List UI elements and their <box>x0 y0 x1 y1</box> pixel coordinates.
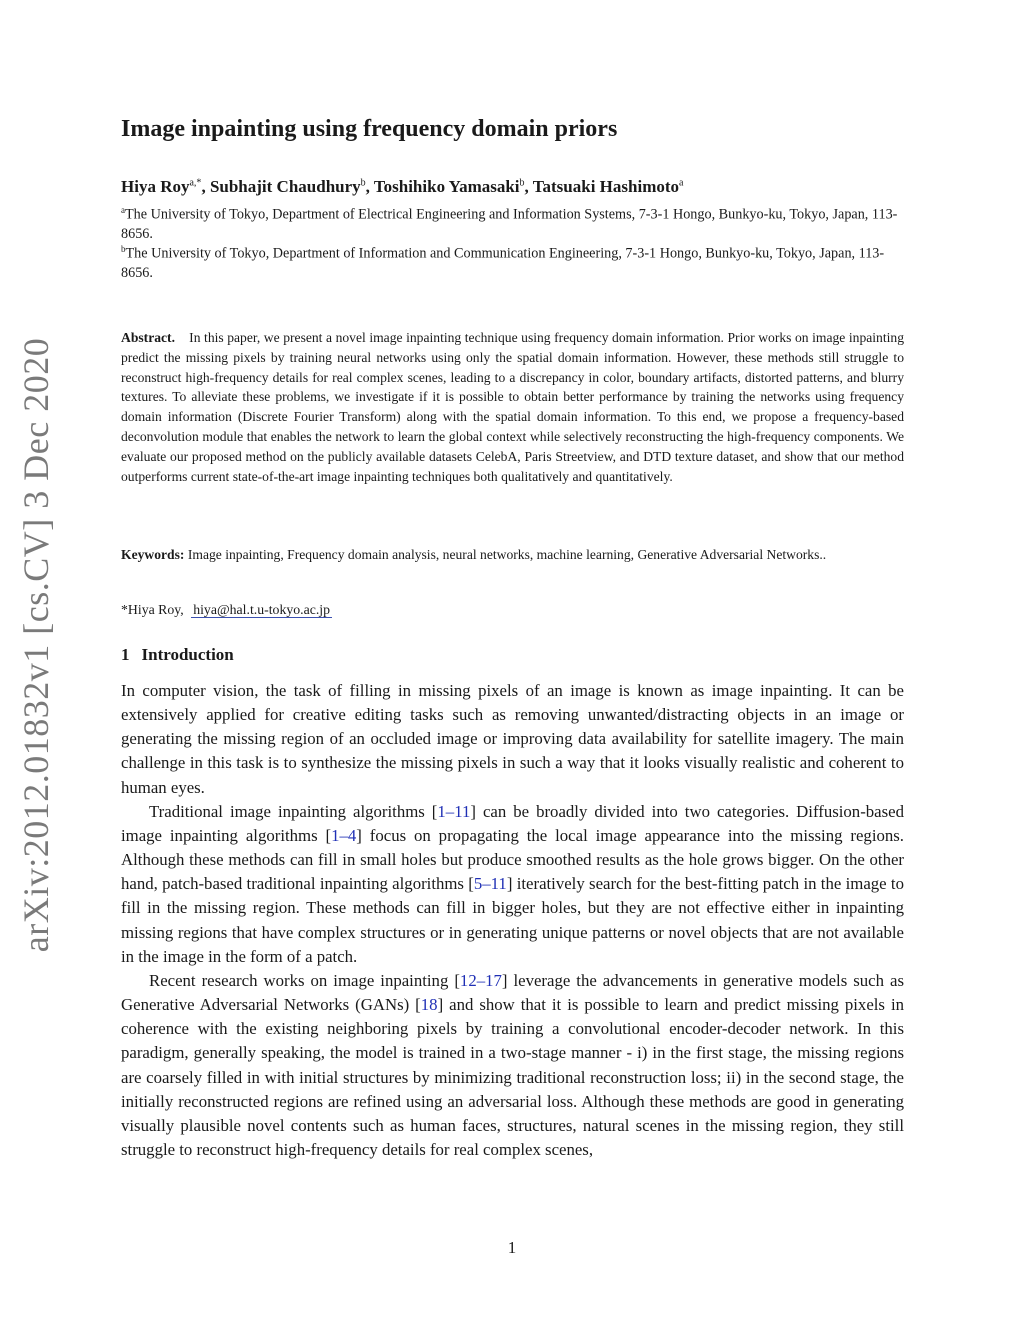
affiliation-text: The University of Tokyo, Department of Electrical Engineering and Information Systems, 7-3-1 Hongo, Bunkyo-ku, Tokyo, Japan, 113-8656. <box>121 206 898 243</box>
abstract-label: Abstract. <box>121 330 175 345</box>
paragraph-text: ] can be broadly divided into two categories. Diffusion-based image inpainting algorithms [ <box>121 801 904 845</box>
citation-link[interactable]: 11 <box>454 801 471 821</box>
section-heading <box>121 645 234 665</box>
citation-link[interactable]: 1 <box>331 825 340 845</box>
paragraph-text: ] leverage the advancements in generative models such as Generative Adversarial Networks (GANs) [ <box>121 970 904 1015</box>
paragraph-text: ] and show that it is possible to learn and predict missing pixels in coherence with the existing neighboring pixels by training a convolutional encoder-decoder network. In this paradigm, generally speaking, the model is trained in a two-stage manner - i) in the first stage, the missing regions are coarsely filled in with initial structures by minimizing traditional reconstruction loss; ii) in the second stage, the initially reconstructed regions are refined using an adversarial loss. Although these methods are good in generating visually plausible novel contents such as human faces, structures, natural scenes in the missing region, they still struggle to reconstruct high-frequency details for real complex scenes, <box>121 995 904 1159</box>
section-number: 1 <box>121 645 130 664</box>
affiliation-a <box>121 201 911 245</box>
paragraph-text: Recent research works on image inpainting [ <box>149 970 460 990</box>
keywords-text: Image inpainting, Frequency domain analysis, neural networks, machine learning, Generative Adversarial Networks.. <box>187 547 827 562</box>
paragraph-text: Traditional image inpainting algorithms [ <box>149 801 438 821</box>
author-name: Tatsuaki Hashimoto <box>532 177 680 196</box>
citation-link[interactable]: 5 <box>473 874 483 894</box>
citation-link[interactable]: 4 <box>347 825 357 845</box>
citation-link[interactable]: 18 <box>420 995 438 1015</box>
page-number: 1 <box>507 1238 517 1257</box>
citation-range-dash: – <box>445 801 455 821</box>
paragraph-text: ] iteratively search for the best-fitting patch in the image to fill in the missing region. These methods can fill in bigger holes, but they are not effective either in inpainting missing regions that have complex structures or in generating unique patterns or novel objects that are not available in the image in the form of a patch. <box>121 874 904 966</box>
citation-range-dash: – <box>476 970 486 990</box>
author-name: Subhajit Chaudhury <box>209 177 361 196</box>
section-title: Introduction <box>141 645 234 664</box>
corresponding-author-label: *Hiya Roy, <box>121 602 184 617</box>
citation-link[interactable]: 11 <box>490 874 507 894</box>
arxiv-identifier-text: arXiv:2012.01832v1 [cs.CV] 3 Dec 2020 <box>16 337 56 953</box>
citation-link[interactable]: 1 <box>437 801 446 821</box>
citation-range-dash: – <box>482 874 491 894</box>
author-affiliation-mark: b <box>360 177 366 189</box>
affiliation-b <box>121 240 911 284</box>
paragraph <box>121 969 904 1162</box>
body-text <box>121 679 904 1162</box>
citation-range-dash: – <box>339 825 348 845</box>
author-affiliation-mark: a <box>679 177 684 189</box>
arxiv-identifier <box>14 337 58 953</box>
abstract <box>121 328 904 486</box>
abstract-text: In this paper, we present a novel image inpainting technique using frequency domain information. Prior works on image inpainting predict the missing pixels by training neural networks using only the spatial domain information. However, these methods still struggle to reconstruct high-frequency details for real complex scenes, leading to a discrepancy in color, boundary artifacts, distorted patterns, and blurry textures. To alleviate these problems, we investigate if it is possible to obtain better performance by training the networks using frequency domain information (Discrete Fourier Transform) along with the spatial domain information. To this end, we propose a frequency-based deconvolution module that enables the network to learn the global context while selectively reconstructing the high-frequency components. We evaluate our proposed method on the publicly available datasets CelebA, Paris Streetview, and DTD texture dataset, and show that our method outperforms current state-of-the-art image inpainting techniques both qualitatively and quantitatively. <box>121 330 905 484</box>
corresponding-author <box>121 602 332 618</box>
author-list: Hiya Roy$^{a,*}$, Subhajit Chaudhury$^b$, Toshihiko Yamasaki$^b$, Tatsuaki Hashimoto$^a$ <box>121 177 684 196</box>
keywords-label: Keywords: <box>121 547 185 562</box>
author-affiliation-mark: a,* <box>189 177 202 189</box>
paragraph <box>121 800 904 969</box>
email-link[interactable]: hiya@hal.t.u-tokyo.ac.jp <box>193 602 331 617</box>
author-name: Toshihiko Yamasaki <box>373 177 520 196</box>
citation-link[interactable]: 12 <box>459 970 477 990</box>
paper-title: Image inpainting using frequency domain priors <box>121 116 618 142</box>
paragraph: In computer vision, the task of filling in missing pixels of an image is known as image inpainting. It can be extensively applied for creative editing tasks such as removing unwanted/distracting objects in an image or generating the missing region of an occluded image or improving data availability for satellite imagery. The main challenge in this task is to synthesize the missing pixels in such a way that it looks visually realistic and coherent to human eyes. <box>121 681 904 797</box>
paragraph-text: ] focus on propagating the local image appearance into the missing regions. Although these methods can fill in small holes but produce smoothed results as the hole grows bigger. On the other hand, patch-based traditional inpainting algorithms [ <box>121 825 904 894</box>
keywords <box>121 543 904 567</box>
affiliation-mark: a <box>121 205 125 215</box>
affiliation-text: The University of Tokyo, Department of Information and Communication Engineering, 7-3-1 Hongo, Bunkyo-ku, Tokyo, Japan, 113-8656. <box>121 245 885 282</box>
author-affiliation-mark: b <box>519 177 525 189</box>
citation-link[interactable]: 17 <box>485 970 502 990</box>
author-name: Hiya Roy <box>121 177 190 196</box>
affiliation-mark: b <box>121 244 126 254</box>
